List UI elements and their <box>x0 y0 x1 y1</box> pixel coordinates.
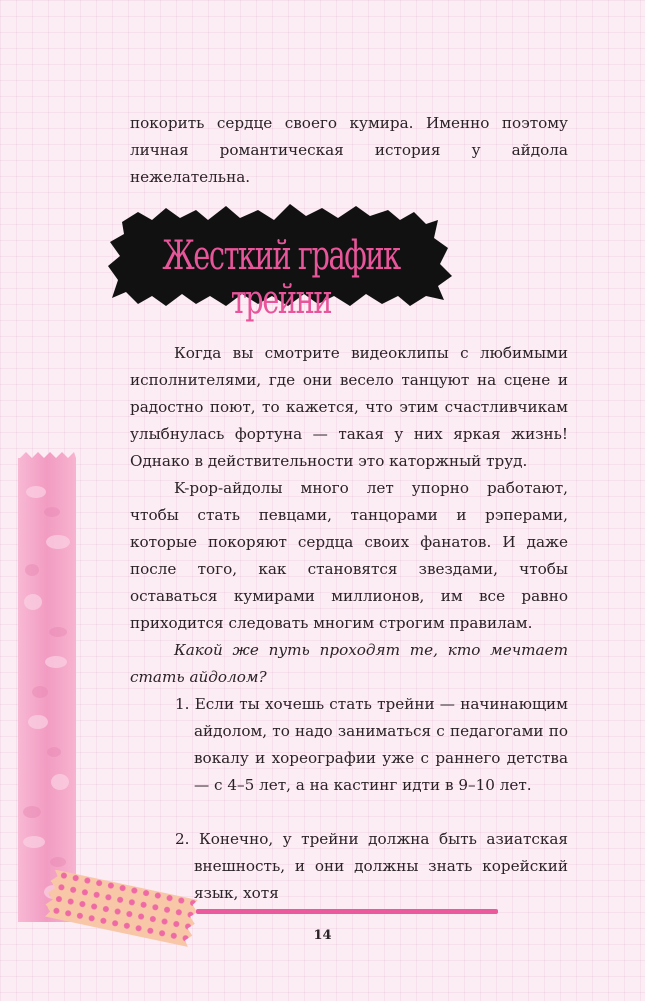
dotted-washi-tape-diagonal <box>40 870 200 950</box>
list-item <box>130 691 568 799</box>
paragraph-kpop-idols: K-pop-айдолы много лет упорно работают, чтобы стать певцами, танцорами и рэперами, которые покоряют сердца своих фанатов. И даже после того, как становятся звездами, чтобы оставаться кумирами миллионов, им все равно приходится следовать многим строгим правилам. <box>130 479 568 632</box>
question-paragraph: Какой же путь проходят те, кто мечтает стать айдолом? <box>130 641 568 686</box>
list-marker: 1. <box>175 695 190 713</box>
pink-washi-tape-vertical <box>18 452 76 922</box>
footer-rule <box>196 909 498 914</box>
page-number: 14 <box>313 928 332 943</box>
section-heading <box>108 204 454 323</box>
paragraph-videoclips: Когда вы смотрите видеоклипы с любимыми исполнителями, где они весело танцуют на сцене и радостно поют, то кажется, что этим счастливчикам улыбнулась фортуна — такая у них яркая жизнь! Однако в действительности это каторжный труд. <box>130 344 568 470</box>
main-text <box>130 340 568 907</box>
list-item-text: Конечно, у трейни должна быть азиатская внешность, и они должны знать корейский язык, хотя <box>194 830 568 902</box>
list-marker: 2. <box>175 830 190 848</box>
intro-text <box>130 110 568 191</box>
heading-title: Жесткий график трейни <box>162 233 400 323</box>
list-item-text: Если ты хочешь стать трейни — начинающим айдолом, то надо заниматься с педагогами по вокалу и хореографии уже с раннего детства — с 4–5 лет, а на кастинг идти в 9–10 лет. <box>194 695 568 794</box>
intro-paragraph: покорить сердце своего кумира. Именно поэтому личная романтическая история у айдола нежелательна. <box>130 114 568 186</box>
